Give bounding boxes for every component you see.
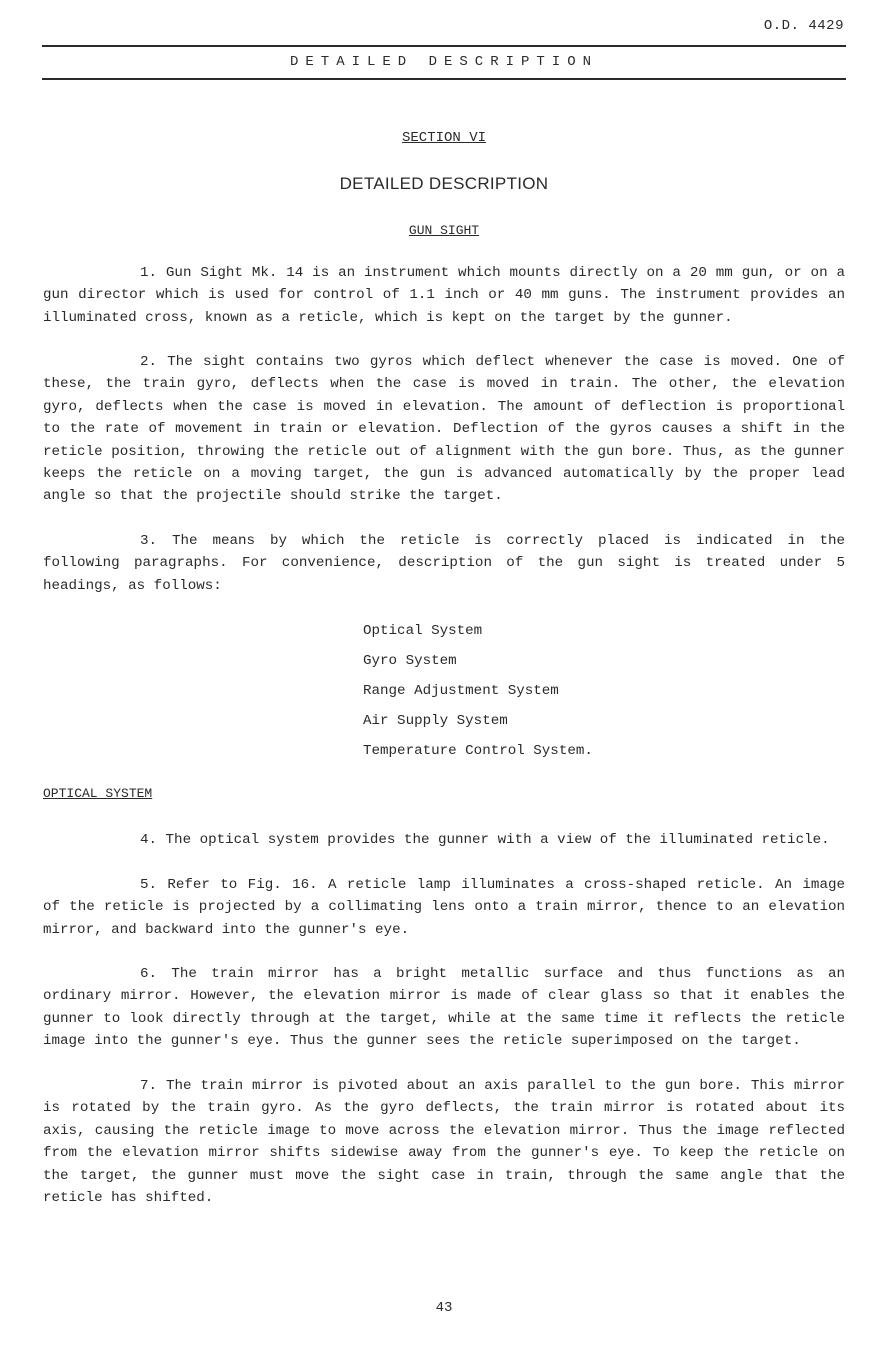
page-title: DETAILED DESCRIPTION: [339, 174, 549, 193]
systems-list: [363, 620, 593, 770]
header-rule-top: [42, 45, 846, 47]
running-head: DETAILED DESCRIPTION: [289, 54, 599, 70]
header-rule-bottom: [42, 78, 846, 80]
paragraph-6: 6. The train mirror has a bright metallic surface and thus functions as an ordinary mirror. However, the elevation mirror is made of clear glass so that it enables the gunner to look directly through at the target, while at the same time it reflects the reticle image into the gunner's eye. Thus the gunner sees the reticle superimposed on the target.: [43, 966, 845, 1050]
list-item: Optical System: [363, 623, 483, 639]
list-item: Air Supply System: [363, 713, 508, 729]
paragraph-7: 7. The train mirror is pivoted about an axis parallel to the gun bore. This mirror is rotated by the train gyro. As the gyro deflects, the train mirror is rotated about its axis, causing the reticle image to move across the elevation mirror. Thus the image reflected from the elevation mirror shifts sidewise away from the gunner's eye. To keep the reticle on the target, the gunner must move the sight case in train, through the same angle that the reticle has shifted.: [43, 1078, 845, 1207]
paragraph-3: 3. The means by which the reticle is correctly placed is indicated in the following paragraphs. For convenience, description of the gun sight is treated under 5 headings, as follows:: [43, 533, 845, 594]
paragraph-4: 4. The optical system provides the gunner with a view of the illuminated reticle.: [140, 832, 830, 848]
paragraph-1: 1. Gun Sight Mk. 14 is an instrument which mounts directly on a 20 mm gun, or on a gun director which is used for control of 1.1 inch or 40 mm guns. The instrument provides an illuminated cross, known as a reticle, which is kept on the target by the gunner.: [43, 265, 845, 326]
list-item: Temperature Control System.: [363, 743, 593, 759]
section-number-text: SECTION VI: [401, 130, 486, 146]
gun-sight-heading-text: GUN SIGHT: [408, 223, 480, 238]
page-number: 43: [435, 1300, 453, 1316]
gun-sight-heading: [0, 223, 888, 238]
paragraph-2: 2. The sight contains two gyros which deflect whenever the case is moved. One of these, the train gyro, deflects when the case is moved in train. The other, the elevation gyro, deflects when the case is moved in elevation. The amount of deflection is proportional to the rate of movement in train or elevation. Deflection of the gyros causes a shift in the reticle position, throwing the reticle out of alignment with the gun bore. Thus, as the gunner keeps the reticle on a moving target, the gun is advanced automatically by the proper lead angle so that the projectile should strike the target.: [43, 354, 845, 505]
document-number: O.D. 4429: [763, 18, 844, 34]
list-item: Range Adjustment System: [363, 683, 559, 699]
paragraph-5: 5. Refer to Fig. 16. A reticle lamp illuminates a cross-shaped reticle. An image of the reticle is projected by a collimating lens onto a train mirror, thence to an elevation mirror, and backward into the gunner's eye.: [43, 877, 845, 938]
list-item: Gyro System: [363, 653, 457, 669]
section-number: [0, 130, 888, 146]
optical-system-heading: OPTICAL SYSTEM: [43, 786, 153, 801]
